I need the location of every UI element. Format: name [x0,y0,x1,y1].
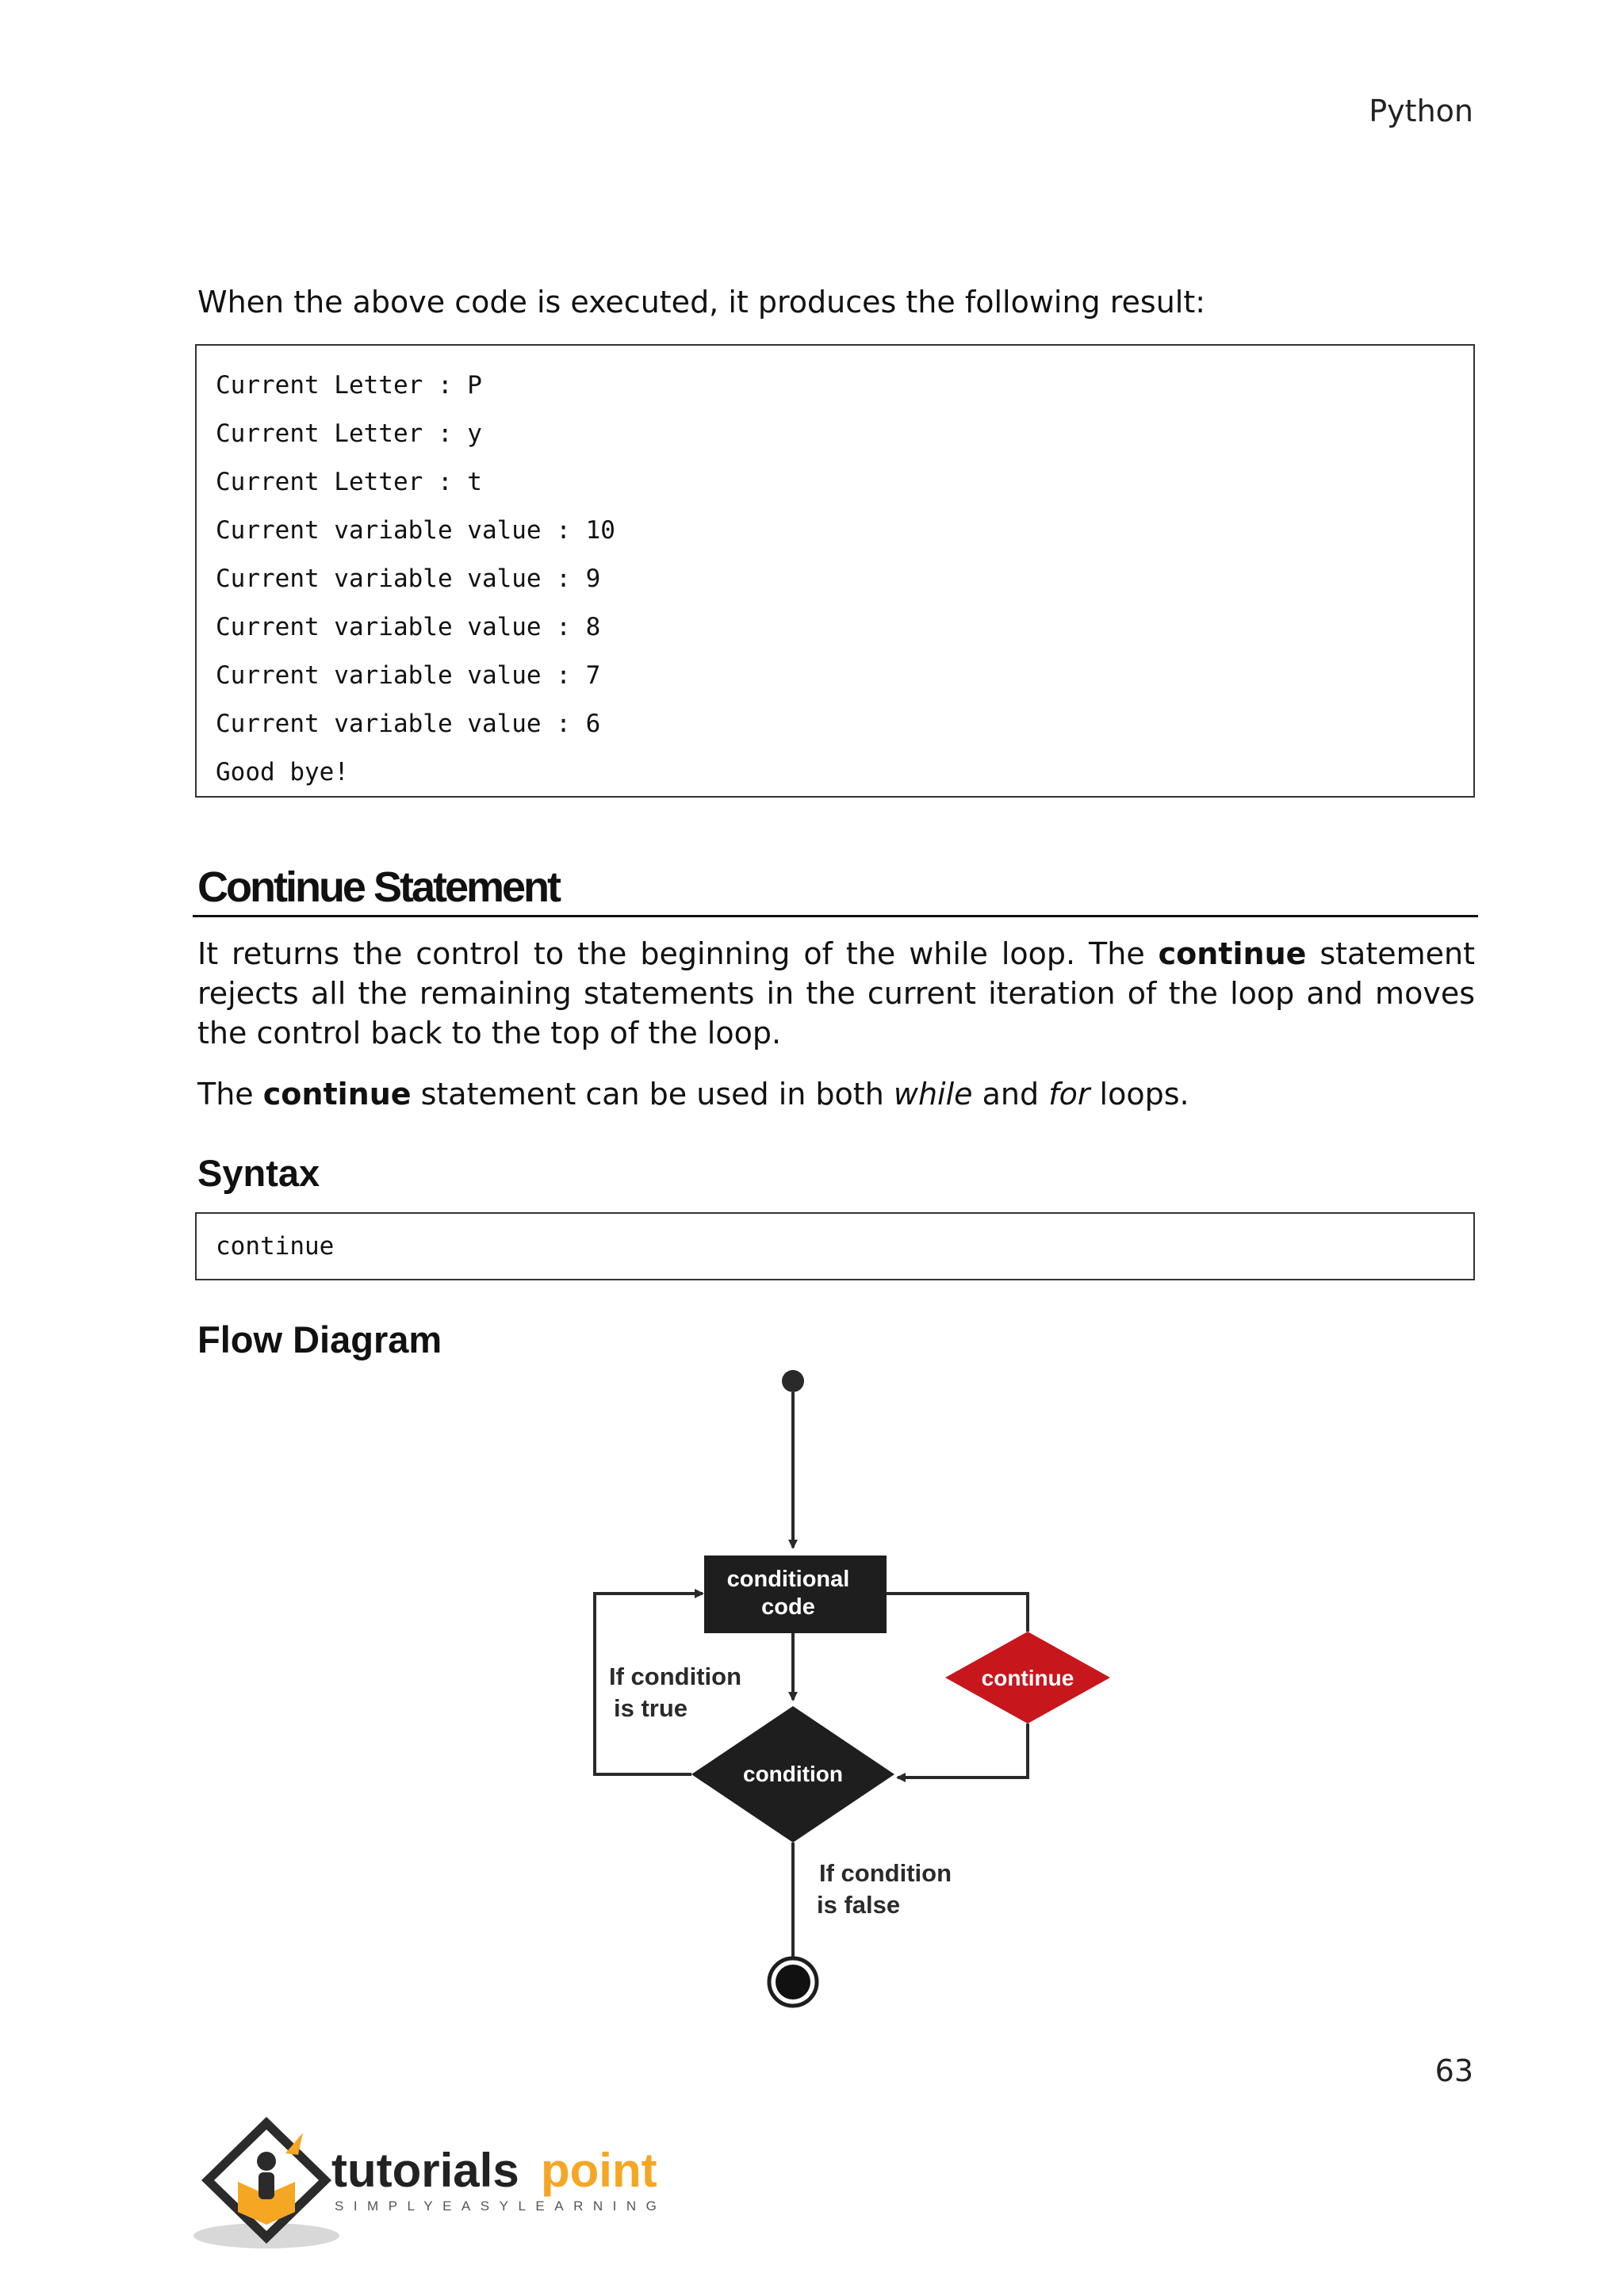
output-line: Current Letter : t [216,468,482,496]
page-header-title: Python [1369,94,1473,128]
condition-label: condition [743,1762,843,1786]
para-text: loops. [1090,1077,1189,1112]
logo-word-point: point [541,2144,657,2197]
section-title: Continue Statement [197,863,560,911]
page-number: 63 [1434,2053,1473,2088]
logo-figure-head [257,2152,276,2171]
continue-usage-paragraph [197,1074,1475,1114]
conditional-code-label: conditional [726,1567,850,1592]
flow-diagram-heading: Flow Diagram [197,1318,442,1360]
output-line: Good bye! [216,758,349,786]
para-text: It returns the control to the beginning of the while loop. The [197,936,1159,971]
para-text: statement rejects all the remaining statements in the current iteration of the loop and moves the control back to the top of the loop. [197,936,1475,1050]
intro-text: When the above code is executed, it produces the following result: [197,285,1206,320]
if-false-label: If condition [819,1859,952,1887]
output-code-block [195,344,1475,798]
flow-arrow-to-continue [887,1594,1028,1632]
para-text: statement can be used in both [411,1077,894,1112]
logo-word-tutorials: tutorials [331,2144,519,2197]
continue-label: continue [981,1666,1074,1690]
logo-tagline: SIMPLYEASYLEARNING [335,2198,667,2214]
output-line: Current variable value : 9 [216,564,601,593]
output-line: Current Letter : P [216,371,482,400]
flow-diagram [555,1348,1142,2022]
output-line: Current variable value : 7 [216,661,601,690]
para-text: and [972,1077,1049,1112]
if-false-label: is false [817,1891,901,1919]
logo-figure-body [259,2172,274,2199]
keyword-continue: continue [262,1077,412,1112]
start-node [782,1370,804,1392]
keyword-continue: continue [1158,936,1307,971]
if-true-label: is true [614,1694,688,1722]
tutorialspoint-logo [190,2109,682,2260]
output-line: Current Letter : y [216,419,482,448]
keyword-while: while [893,1077,973,1112]
syntax-code-block [195,1212,1475,1280]
output-line: Current variable value : 8 [216,613,601,641]
output-line: Current variable value : 10 [216,516,615,545]
end-node-inner [776,1965,810,1999]
conditional-code-label: code [761,1594,815,1620]
continue-description-paragraph [197,934,1475,1053]
flow-arrow-continue-to-condition [898,1724,1028,1777]
syntax-code: continue [216,1232,335,1261]
keyword-for: for [1048,1077,1090,1112]
if-true-label: If condition [609,1663,742,1690]
output-line: Current variable value : 6 [216,710,601,738]
section-divider [193,915,1478,917]
syntax-heading: Syntax [197,1152,320,1194]
para-text: The [197,1077,263,1112]
